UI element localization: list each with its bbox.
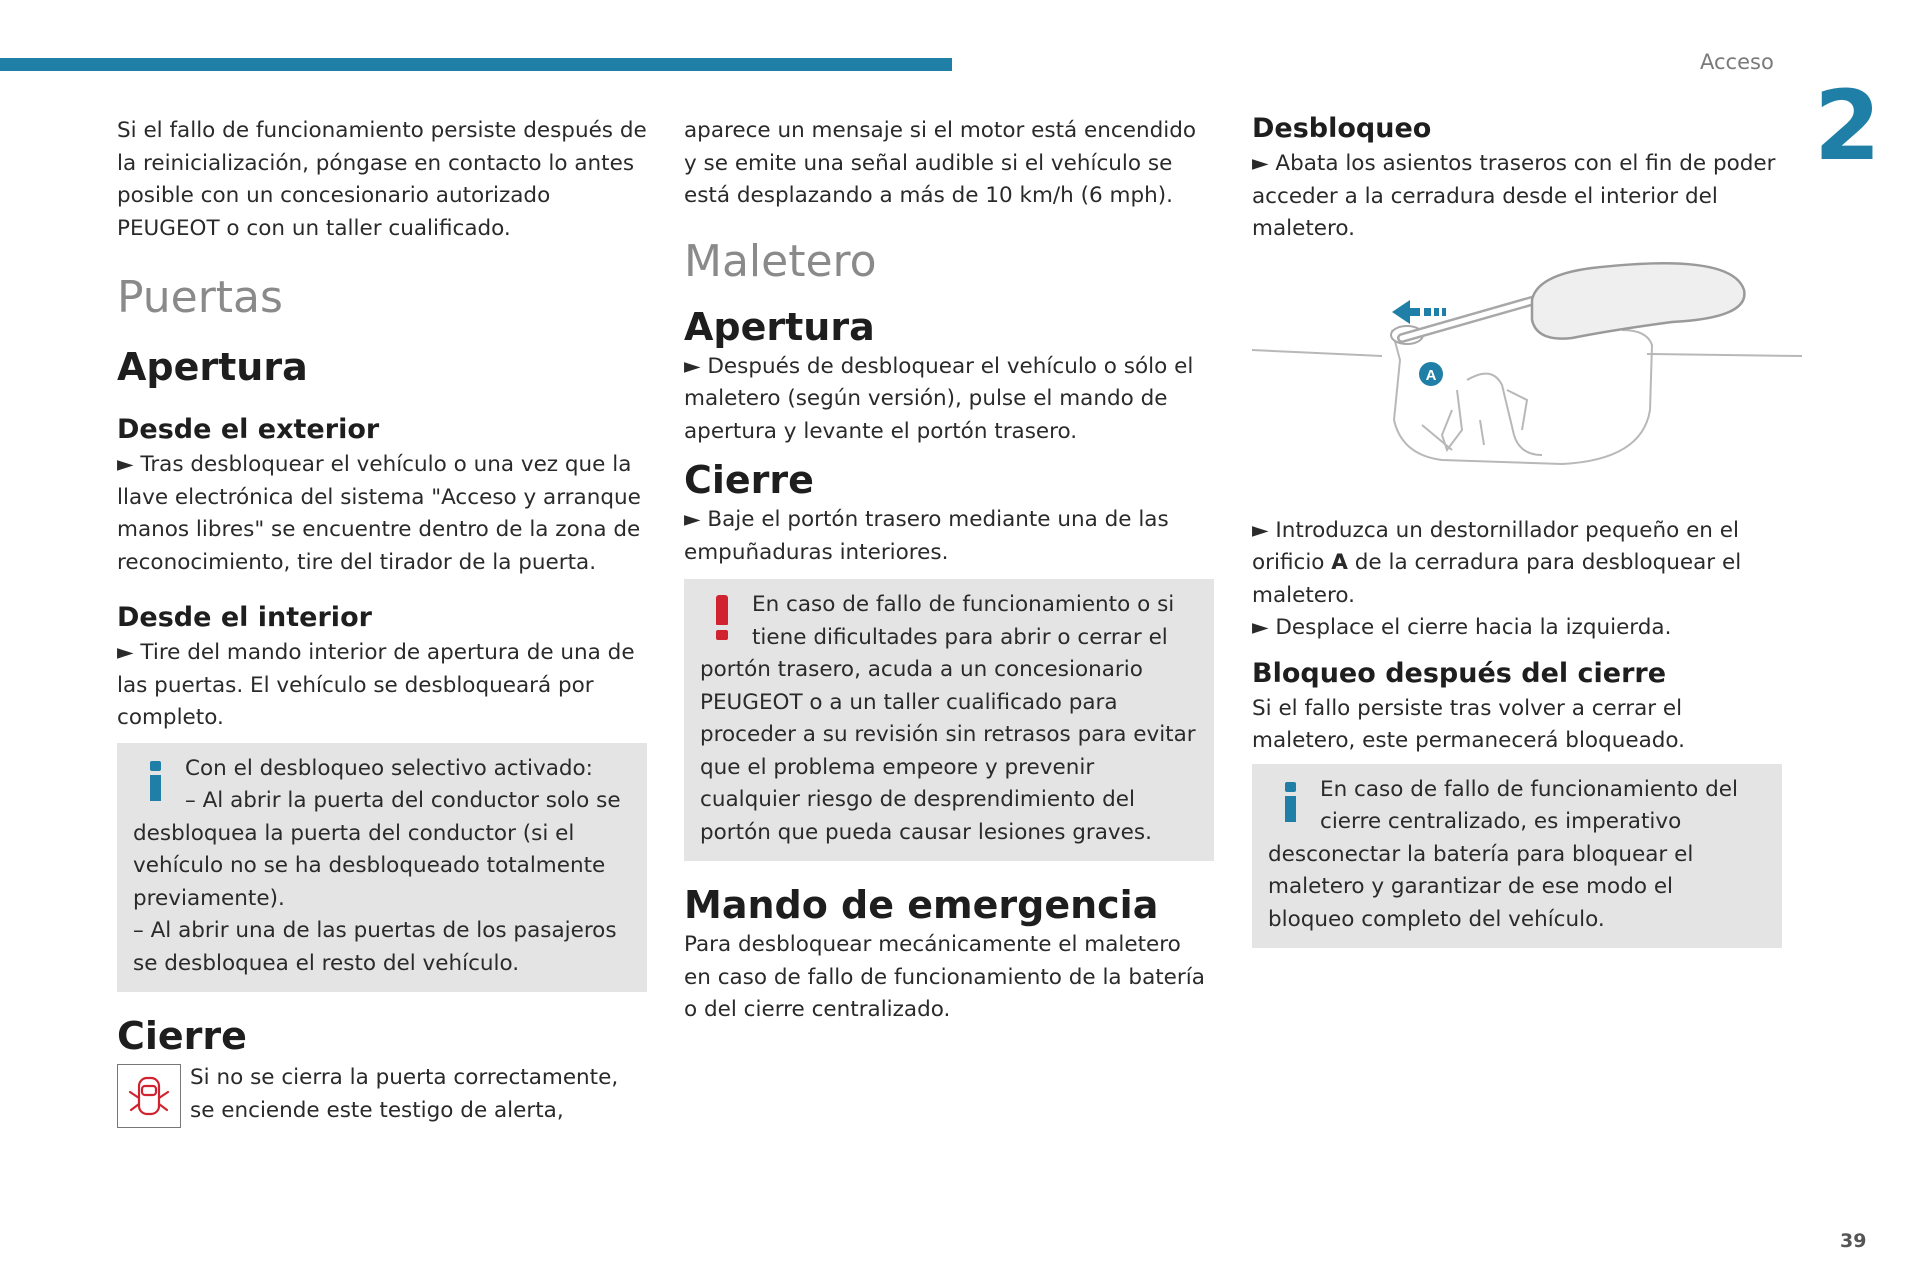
cierre-paragraph: Si no se cierra la puerta correctamente, se enciende este testigo de alerta, — [190, 1065, 619, 1123]
info-box-desbloqueo-selectivo — [117, 743, 647, 993]
info-icon — [1272, 778, 1310, 836]
heading-desde-exterior: Desde el exterior — [117, 414, 380, 445]
info-line: Con el desbloqueo selectivo activado: — [185, 755, 593, 781]
chapter-number: 2 — [1814, 70, 1881, 182]
trunk-lock-illustration — [1252, 260, 1802, 505]
section-title: Acceso — [1700, 50, 1774, 74]
info-box-cierre-centralizado — [1252, 764, 1782, 949]
warning-text: En caso de fallo de funcionamiento o si tiene dificultades para abrir o cerrar el portón trasero, acuda a un concesionario PEUGEOT o a un taller cualificado para proceder a su revisión sin retrasos para evitar que el problema empeore y prevenir cualquier riesgo de desprendimiento del portón que pueda causar lesiones graves. — [700, 592, 1196, 845]
alert-row — [117, 1062, 647, 1128]
bloqueo-paragraph: Si el fallo persiste tras volver a cerrar el maletero, este permanecerá bloqueado. — [1252, 695, 1686, 753]
heading-desbloqueo: Desbloqueo — [1252, 113, 1432, 144]
heading-apertura: Apertura — [117, 345, 308, 389]
section-heading-puertas: Puertas — [117, 272, 283, 323]
warning-box-porton — [684, 579, 1214, 861]
column-1 — [117, 115, 647, 1128]
header-accent-bar — [0, 58, 952, 71]
emergency-paragraph: Para desbloquear mecánicamente el maletero en caso de fallo de funcionamiento de la batería o del cierre centralizado. — [684, 932, 1205, 1022]
heading-apertura-maletero: Apertura — [684, 304, 875, 349]
step2-paragraph: ► Desplace el cierre hacia la izquierda. — [1252, 615, 1672, 640]
column-2 — [684, 115, 1214, 1027]
heading-mando-emergencia: Mando de emergencia — [684, 883, 1159, 927]
lock-hole-label: A — [1425, 366, 1437, 384]
continued-paragraph: aparece un mensaje si el motor está encendido y se emite una señal audible si el vehículo se está desplazando a más de 10 km/h (6 mph). — [684, 118, 1196, 208]
door-open-warning-icon — [117, 1064, 181, 1128]
section-heading-maletero: Maletero — [684, 235, 877, 287]
warning-icon — [704, 595, 742, 653]
info-line: – Al abrir una de las puertas de los pasajeros se desbloquea el resto del vehículo. — [133, 918, 617, 976]
column-3 — [1252, 112, 1782, 948]
interior-paragraph: ► Tire del mando interior de apertura de una de las puertas. El vehículo se desbloqueará por completo. — [117, 640, 635, 730]
heading-cierre-maletero: Cierre — [684, 458, 814, 502]
page-number: 39 — [1840, 1230, 1867, 1252]
info-text: En caso de fallo de funcionamiento del cierre centralizado, es imperativo desconectar la batería para bloquear el maletero y garantizar de ese modo el bloqueo completo del vehículo. — [1268, 776, 1738, 932]
apertura-maletero-paragraph: ► Después de desbloquear el vehículo o sólo el maletero (según versión), pulse el mando de apertura y levante el portón trasero. — [684, 353, 1194, 444]
step1-paragraph: ► Introduzca un destornillador pequeño en el orificio A de la cerradura para desbloquear el maletero. — [1252, 517, 1742, 608]
intro-paragraph: Si el fallo de funcionamiento persiste después de la reinicialización, póngase en contacto lo antes posible con un concesionario autorizado PEUGEOT o con un taller cualificado. — [117, 118, 647, 241]
screwdriver-lock-figure — [1252, 260, 1802, 505]
desbloqueo-paragraph: ► Abata los asientos traseros con el fin de poder acceder a la cerradura desde el interior del maletero. — [1252, 151, 1776, 241]
heading-bloqueo-despues-cierre: Bloqueo después del cierre — [1252, 657, 1667, 689]
cierre-maletero-paragraph: ► Baje el portón trasero mediante una de las empuñaduras interiores. — [684, 507, 1169, 565]
heading-desde-interior: Desde el interior — [117, 602, 372, 633]
info-icon — [137, 757, 175, 815]
info-line: – Al abrir la puerta del conductor solo se desbloquea la puerta del conductor (si el vehículo no se ha desbloqueado totalmente previamente). — [133, 788, 621, 911]
exterior-paragraph: ► Tras desbloquear el vehículo o una vez que la llave electrónica del sistema "Acceso y arranque manos libres" se encuentre dentro de la zona de reconocimiento, tire del tirador de la puerta. — [117, 452, 641, 575]
heading-cierre-puertas: Cierre — [117, 1014, 247, 1058]
